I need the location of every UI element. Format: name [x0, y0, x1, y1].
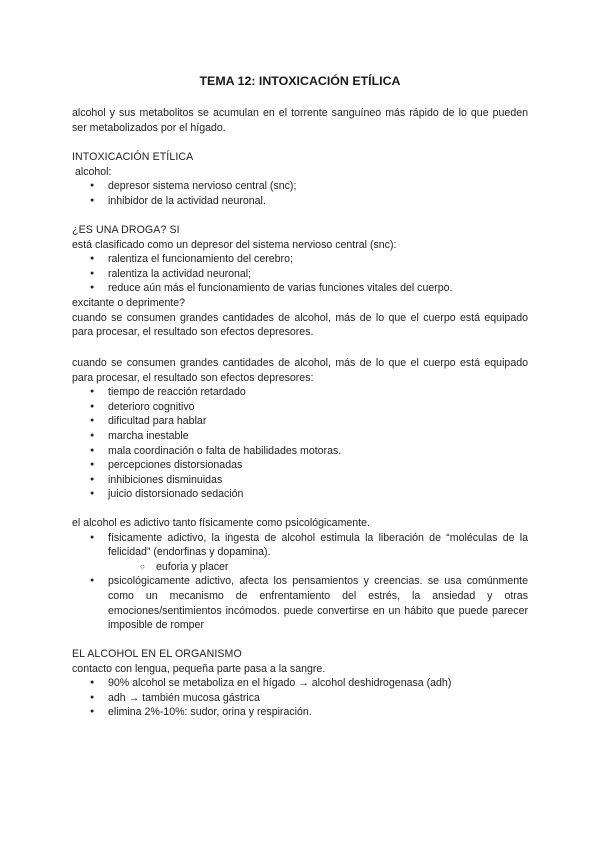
bullet-list — [72, 676, 528, 720]
list-item: ● inhibiciones disminuidas — [72, 473, 528, 488]
list-item: ● tiempo de reacción retardado — [72, 385, 528, 400]
section-label: alcohol: — [72, 165, 112, 178]
section-heading: ¿ES UNA DROGA? SI — [72, 224, 180, 236]
list-item: ● marcha inestable — [72, 429, 528, 444]
effects-paragraph: cuando se consumen grandes cantidades de alcohol, más de lo que el cuerpo está equipado para procesar, el resultado son efectos depresores: — [72, 357, 528, 384]
bullet-list — [72, 531, 528, 633]
list-item: ● ralentiza el funcionamiento del cerebro; — [72, 252, 528, 267]
sub-list-item: ○ euforia y placer — [72, 560, 528, 575]
section-label: contacto con lengua, pequeña parte pasa a la sangre. — [72, 662, 326, 675]
bullet-list — [72, 179, 528, 208]
bullet-list — [72, 252, 528, 296]
list-item: ● psicológicamente adictivo, afecta los pensamientos y creencias. se usa comúnmente como un mecanismo de enfrentamiento del estrés, la ansiedad y otras emociones/sentimientos incómodos. puede convertirse en un hábito que puede parecer imposible de romper — [72, 574, 528, 632]
section-label: está clasificado como un depresor del sistema nervioso central (snc): — [72, 238, 397, 251]
section-heading: INTOXICACIÓN ETÍLICA — [72, 151, 194, 163]
addiction-paragraph: el alcohol es adictivo tanto físicamente como psicológicamente. — [72, 517, 370, 529]
list-item: ● mala coordinación o falta de habilidades motoras. — [72, 444, 528, 459]
list-item: ● elimina 2%-10%: sudor, orina y respiración. — [72, 705, 528, 720]
section-heading: EL ALCOHOL EN EL ORGANISMO — [72, 648, 242, 660]
list-item: ● reduce aún más el funcionamiento de varias funciones vitales del cuerpo. — [72, 281, 528, 296]
list-item: ● percepciones distorsionadas — [72, 458, 528, 473]
list-item: ● depresor sistema nervioso central (snc); — [72, 179, 528, 194]
page-title: TEMA 12: INTOXICACIÓN ETÍLICA — [199, 74, 401, 88]
list-item: ● adh → también mucosa gástrica — [72, 691, 528, 706]
bullet-list — [72, 385, 528, 502]
section-efectos — [72, 356, 528, 502]
section-droga — [72, 223, 528, 340]
question-text: excitante o deprimente? — [72, 296, 186, 309]
list-item: ● dificultad para hablar — [72, 414, 528, 429]
intro-block — [72, 106, 528, 135]
list-item: ● deterioro cognitivo — [72, 400, 528, 415]
list-item: ● juicio distorsionado sedación — [72, 487, 528, 502]
intro-paragraph: alcohol y sus metabolitos se acumulan en el torrente sanguíneo más rápido de lo que pueden ser metabolizados por el hígado. — [72, 107, 528, 134]
section-adictivo — [72, 516, 528, 633]
list-item: ● 90% alcohol se metaboliza en el hígado → alcohol deshidrogenasa (adh) — [72, 676, 528, 691]
list-item: ● físicamente adictivo, la ingesta de alcohol estimula la liberación de “moléculas de la felicidad” (endorfinas y dopamina). — [72, 531, 528, 560]
list-item: ● ralentiza la actividad neuronal; — [72, 267, 528, 282]
section-organismo — [72, 647, 528, 720]
list-item: ● inhibidor de la actividad neuronal. — [72, 194, 528, 209]
section-intoxicacion — [72, 150, 528, 208]
answer-paragraph: cuando se consumen grandes cantidades de alcohol, más de lo que el cuerpo está equipado para procesar, el resultado son efectos depresores. — [72, 311, 528, 339]
